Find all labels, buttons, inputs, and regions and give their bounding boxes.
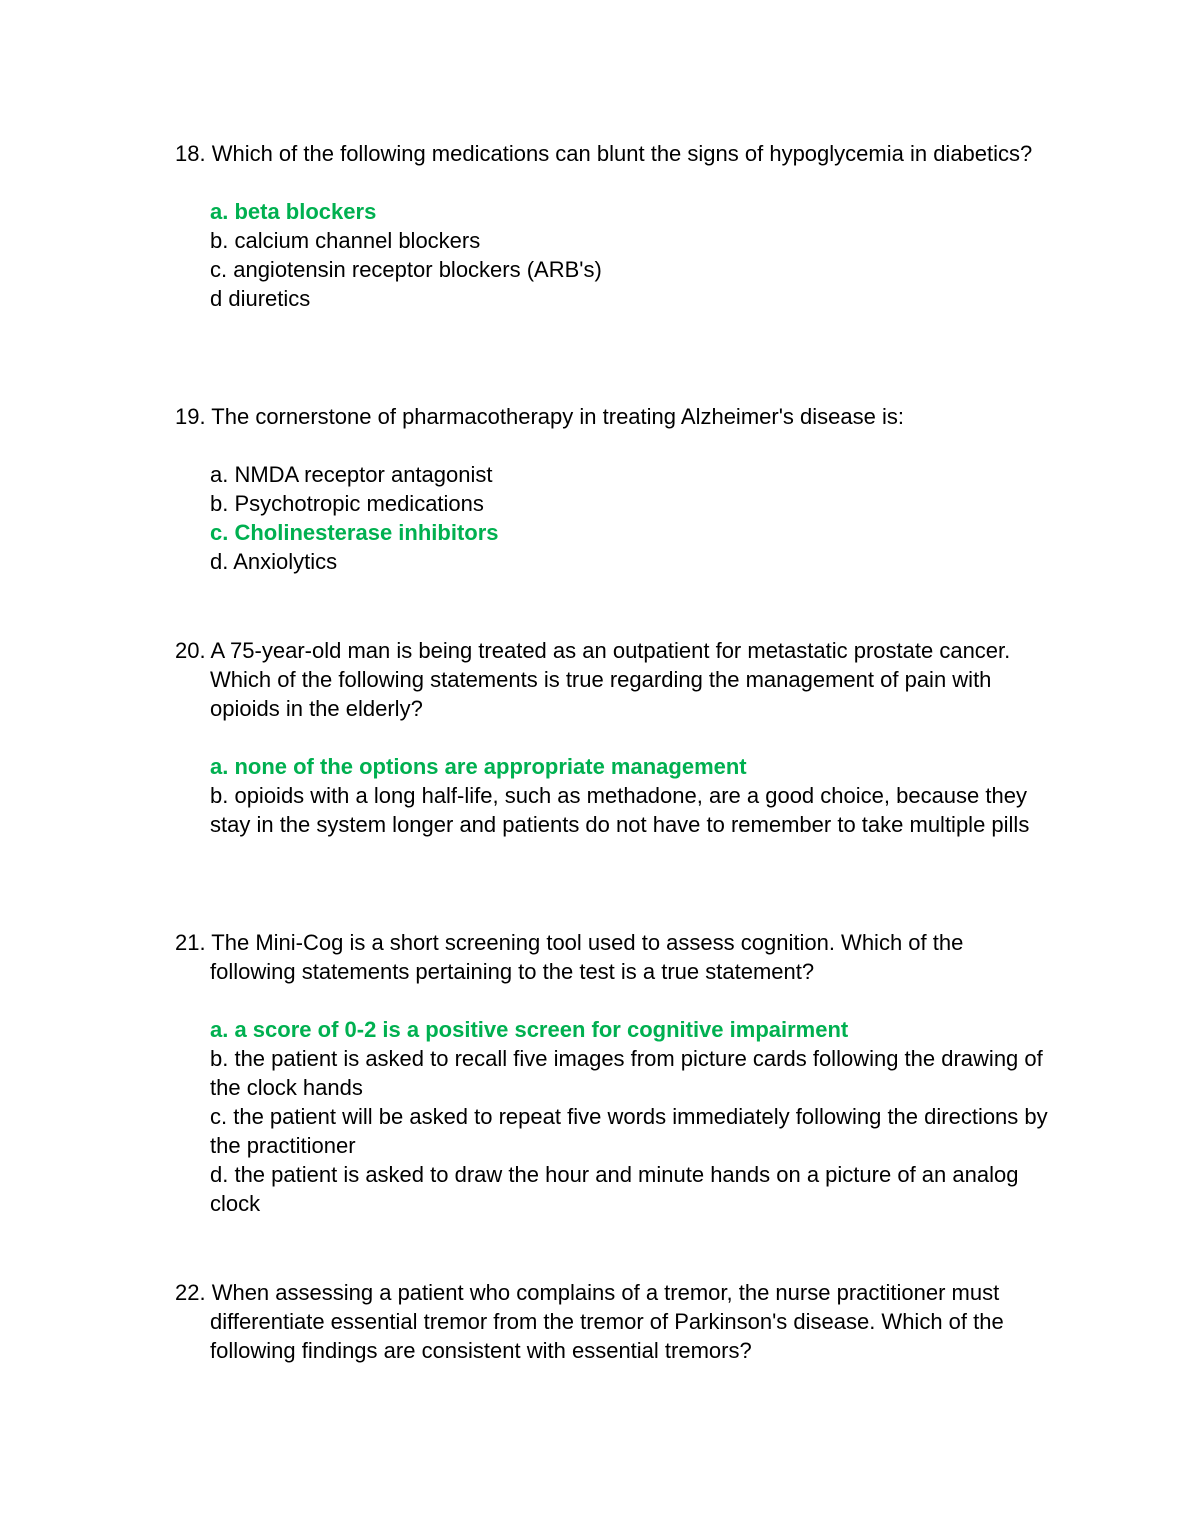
answer-option-correct: a. none of the options are appropriate management bbox=[210, 754, 747, 779]
answer-option: d. Anxiolytics bbox=[210, 549, 338, 574]
answer-option: b. the patient is asked to recall five images from picture cards following the drawing of the clock hands bbox=[210, 1046, 1043, 1100]
answer-options bbox=[175, 752, 1055, 839]
answer-option: b. opioids with a long half-life, such as methadone, are a good choice, because they stay in the system longer and patients do not have to remember to take multiple pills bbox=[210, 783, 1030, 837]
answer-option: d. the patient is asked to draw the hour and minute hands on a picture of an analog clock bbox=[210, 1162, 1019, 1216]
answer-option: d diuretics bbox=[210, 286, 311, 311]
question-18 bbox=[175, 139, 1055, 313]
question-20 bbox=[175, 636, 1055, 839]
answer-option-correct: a. a score of 0-2 is a positive screen for cognitive impairment bbox=[210, 1017, 849, 1042]
question-text: 21. The Mini-Cog is a short screening tool used to assess cognition. Which of the following statements pertaining to the test is a true statement? bbox=[175, 930, 964, 984]
question-22 bbox=[175, 1278, 1055, 1365]
answer-option-correct: a. beta blockers bbox=[210, 199, 377, 224]
answer-options bbox=[175, 1015, 1055, 1218]
answer-option: c. the patient will be asked to repeat five words immediately following the directions by the practitioner bbox=[210, 1104, 1048, 1158]
question-text: 19. The cornerstone of pharmacotherapy in treating Alzheimer's disease is: bbox=[175, 404, 904, 429]
answer-option: a. NMDA receptor antagonist bbox=[210, 462, 493, 487]
question-21 bbox=[175, 928, 1055, 1218]
answer-options bbox=[175, 460, 1055, 576]
question-text: 22. When assessing a patient who complains of a tremor, the nurse practitioner must differentiate essential tremor from the tremor of Parkinson's disease. Which of the following findings are consistent with essential tremors? bbox=[175, 1280, 1004, 1363]
question-text: 18. Which of the following medications can blunt the signs of hypoglycemia in diabetics? bbox=[175, 141, 1033, 166]
answer-option: c. angiotensin receptor blockers (ARB's) bbox=[210, 257, 602, 282]
answer-option-correct: c. Cholinesterase inhibitors bbox=[210, 520, 499, 545]
answer-options bbox=[175, 197, 1055, 313]
question-text: 20. A 75-year-old man is being treated as an outpatient for metastatic prostate cancer. Which of the following statements is true regarding the management of pain with opioids in the elderly? bbox=[175, 638, 1011, 721]
answer-option: b. Psychotropic medications bbox=[210, 491, 484, 516]
question-19 bbox=[175, 402, 1055, 576]
answer-option: b. calcium channel blockers bbox=[210, 228, 481, 253]
